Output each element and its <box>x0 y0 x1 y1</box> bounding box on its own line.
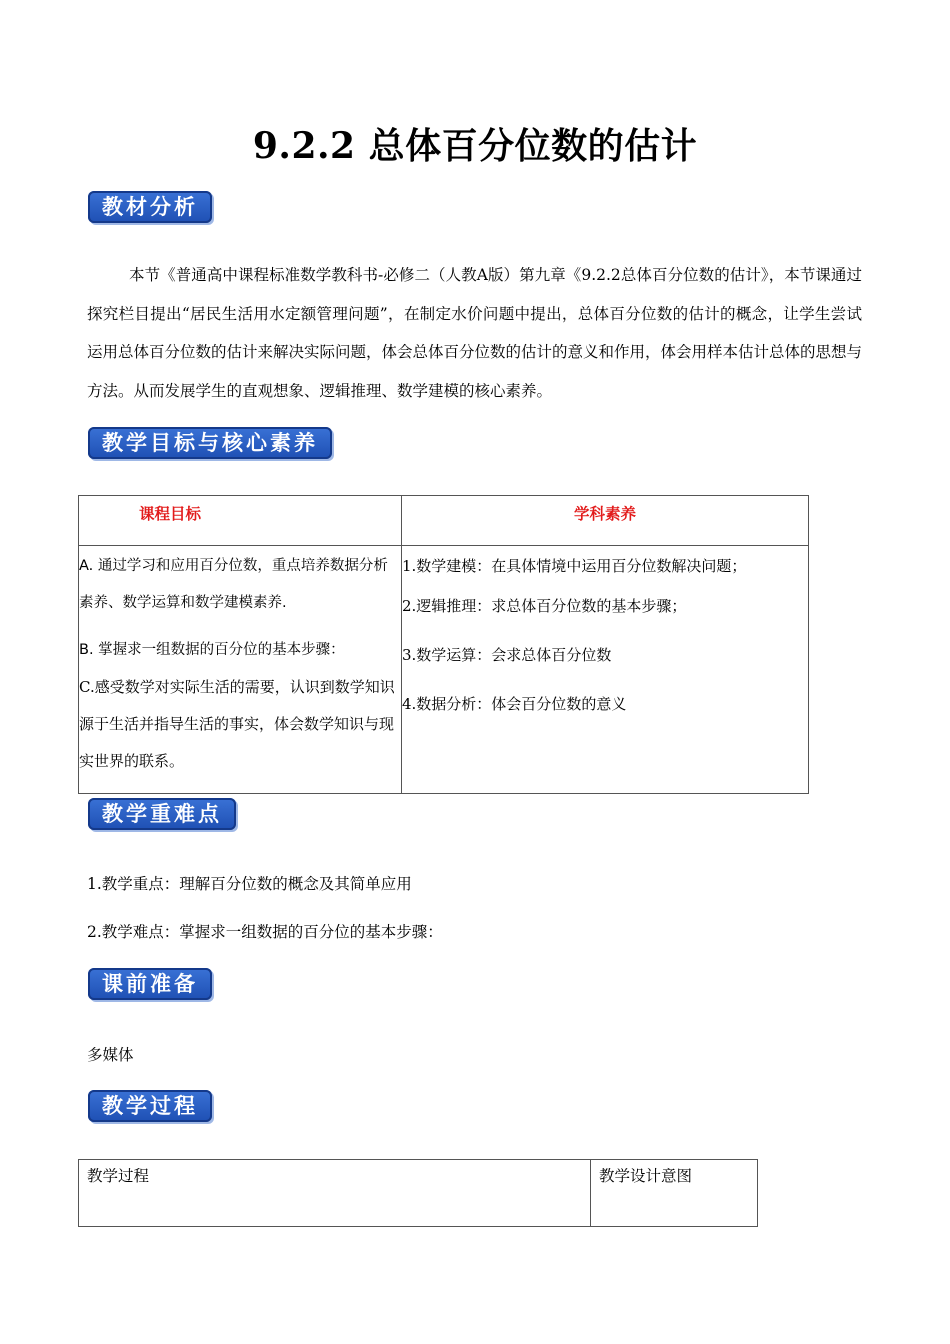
section-badge-goals: 教学目标与核心素养 <box>88 427 332 459</box>
difficult-point: 2.教学难点：掌握求一组数据的百分位的基本步骤： <box>87 923 443 941</box>
design-intent-header: 教学设计意图 <box>599 1167 693 1185</box>
course-goals-cell <box>79 546 402 794</box>
section-badge-prep: 课前准备 <box>88 968 212 1000</box>
process-col-2 <box>591 1160 758 1227</box>
goals-header-cell-1 <box>79 496 402 546</box>
analysis-paragraph <box>87 256 862 410</box>
section-badge-process: 教学过程 <box>88 1090 212 1122</box>
literacy-4: 4.数据分析：体会百分位数的意义 <box>402 695 627 713</box>
goals-table <box>78 495 809 794</box>
process-table <box>78 1159 758 1227</box>
goal-b: B. 掌握求一组数据的百分位的基本步骤： <box>79 642 345 658</box>
page-title: 9.2.2 总体百分位数的估计 <box>252 125 698 167</box>
goal-c: C.感受数学对实际生活的需要，认识到数学知识源于生活并指导生活的事实，体会数学知识与现实世界的联系。 <box>79 678 395 770</box>
literacy-2: 2.逻辑推理：求总体百分位数的基本步骤； <box>402 597 687 615</box>
key-point: 1.教学重点：理解百分位数的概念及其简单应用 <box>87 875 412 893</box>
section-badge-keypoints: 教学重难点 <box>88 798 236 830</box>
goals-header-cell-2 <box>402 496 809 546</box>
analysis-text: 本节《普通高中课程标准数学教科书-必修二（人教A版）第九章《9.2.2总体百分位数的估计》，本节课通过探究栏目提出“居民生活用水定额管理问题”，在制定水价问题中提出，总体百分位数的估计的概念，让学生尝试运用总体百分位数的估计来解决实际问题，体会总体百分位数的估计的意义和作用，体会用样本估计总体的思想与方法。从而发展学生的直观想象、逻辑推理、数学建模的核心素养。 <box>87 266 863 400</box>
course-goal-header: 课程目标 <box>139 505 202 523</box>
process-col-1 <box>79 1160 591 1227</box>
literacy-1: 1.数学建模：在具体情境中运用百分位数解决问题； <box>402 557 747 575</box>
literacy-3: 3.数学运算：会求总体百分位数 <box>402 646 612 664</box>
process-header: 教学过程 <box>87 1167 150 1185</box>
prep-text: 多媒体 <box>87 1046 134 1064</box>
section-badge-analysis: 教材分析 <box>88 191 212 223</box>
literacy-header: 学科素养 <box>573 505 636 523</box>
literacy-cell <box>402 546 809 794</box>
goal-a: A. 通过学习和应用百分位数，重点培养数据分析素养、数学运算和数学建模素养. <box>79 558 388 611</box>
